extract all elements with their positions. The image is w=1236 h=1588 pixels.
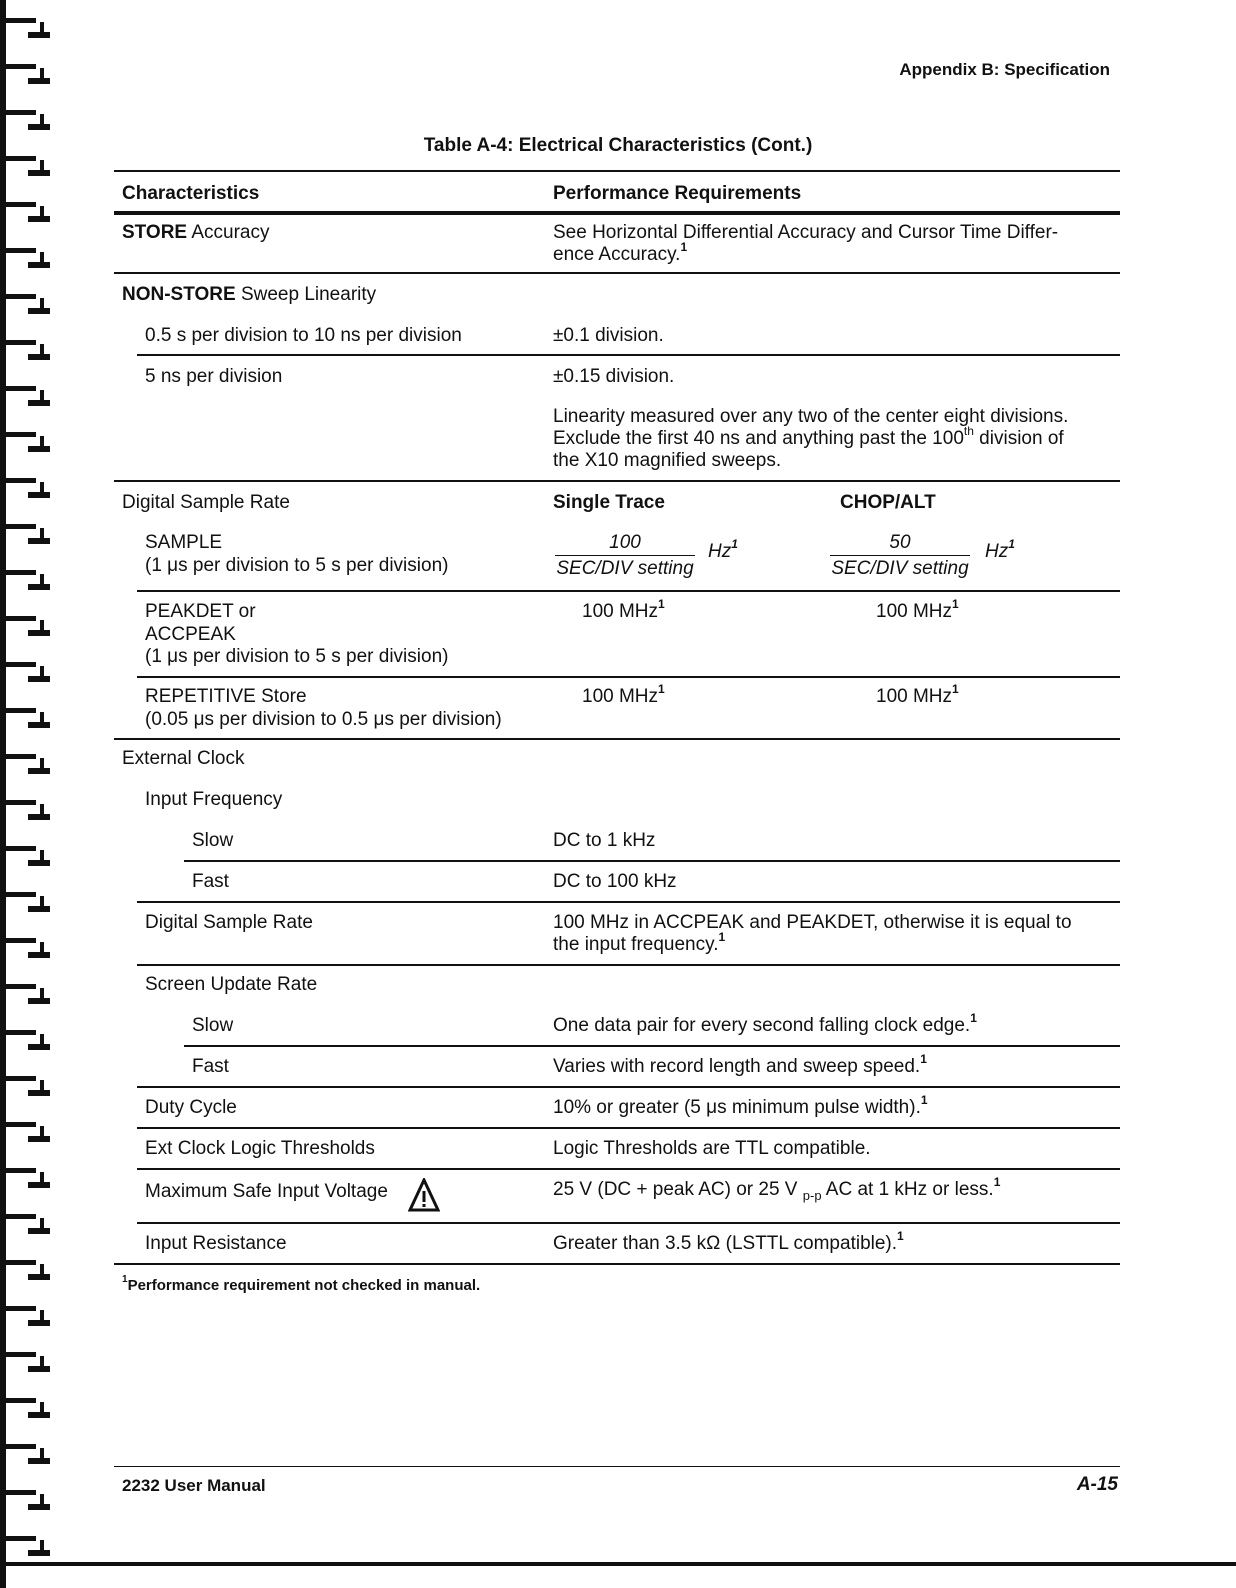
page-bottom-edge [0, 1562, 1236, 1566]
linearity-note-3: the X10 magnified sweeps. [553, 450, 782, 471]
row-rule [114, 738, 1120, 740]
linearity-range-2-value: ±0.15 division. [553, 366, 675, 387]
row-rule [184, 860, 1120, 862]
repetitive-store-label: REPETITIVE Store [145, 686, 307, 707]
screen-update-fast: Fast [192, 1056, 229, 1077]
store-accuracy-label: STORE Accuracy [122, 222, 270, 243]
linearity-range-1-value: ±0.1 division. [553, 325, 664, 346]
sample-label: SAMPLE [145, 532, 223, 553]
col-header-performance: Performance Requirements [553, 183, 802, 204]
digital-sample-rate-label: Digital Sample Rate [122, 492, 290, 513]
max-safe-input-voltage-value: 25 V (DC + peak AC) or 25 V $_{p-p}$ AC at 1 kHz or less.$^1$ [553, 1174, 1001, 1203]
row-rule [184, 1045, 1120, 1047]
screen-update-rate-label: Screen Update Rate [145, 974, 318, 995]
store-accuracy-value: See Horizontal Differential Accuracy and Cursor Time Differ- [553, 222, 1059, 243]
nonstore-linearity-label: NON-STORE Sweep Linearity [122, 284, 377, 305]
linearity-range-1: 0.5 s per division to 10 ns per division [145, 325, 462, 346]
table-top-rule [114, 170, 1120, 172]
warning-triangle-icon [408, 1178, 440, 1212]
peakdet-single-value: 100 MHz$^1$ [582, 596, 665, 622]
store-accuracy-value-cont: ence Accuracy.$^1$ [553, 239, 688, 265]
single-trace-numerator: 100 [555, 532, 695, 556]
external-clock-label: External Clock [122, 748, 245, 769]
single-trace-denominator: SEC/DIV setting [556, 558, 694, 579]
duty-cycle-value: 10% or greater (5 μs minimum pulse width).$^1$ [553, 1092, 928, 1118]
repetitive-store-range: (0.05 μs per division to 0.5 μs per division) [145, 709, 502, 730]
input-frequency-slow-value: DC to 1 kHz [553, 830, 656, 851]
ext-clock-logic-thresholds-value: Logic Thresholds are TTL compatible. [553, 1138, 871, 1159]
footer-rule [114, 1466, 1120, 1467]
input-frequency-fast-value: DC to 100 kHz [553, 871, 677, 892]
input-frequency-fast: Fast [192, 871, 229, 892]
table-title: Table A-4: Electrical Characteristics (Cont.) [423, 135, 813, 156]
chop-alt-header: CHOP/ALT [840, 492, 936, 513]
input-frequency-label: Input Frequency [145, 789, 283, 810]
screen-update-slow-value: One data pair for every second falling clock edge.$^1$ [553, 1010, 977, 1036]
peakdet-chop-value: 100 MHz$^1$ [876, 596, 959, 622]
input-resistance-label: Input Resistance [145, 1233, 287, 1254]
row-rule [137, 901, 1120, 903]
linearity-note-2: Exclude the first 40 ns and anything past the 100th division of [553, 423, 1064, 449]
ext-digital-sample-rate-label: Digital Sample Rate [145, 912, 313, 933]
row-rule [137, 1086, 1120, 1088]
sample-range: (1 μs per division to 5 s per division) [145, 555, 449, 576]
peakdet-range: (1 μs per division to 5 s per division) [145, 646, 449, 667]
spiral-binding-edge [0, 0, 60, 1588]
row-rule [137, 1222, 1120, 1224]
ext-clock-logic-thresholds-label: Ext Clock Logic Thresholds [145, 1138, 375, 1159]
chop-alt-unit: Hz$^1$ [985, 536, 1015, 562]
page-number: A-15 [1076, 1474, 1118, 1495]
row-rule [137, 676, 1120, 678]
row-rule [114, 272, 1120, 274]
linearity-range-2: 5 ns per division [145, 366, 283, 387]
row-rule [137, 354, 1120, 356]
row-rule [137, 1127, 1120, 1129]
ext-digital-sample-rate-value: 100 MHz in ACCPEAK and PEAKDET, otherwise it is equal to [553, 912, 1072, 933]
chop-alt-denominator: SEC/DIV setting [831, 558, 969, 579]
linearity-note-1: Linearity measured over any two of the center eight divisions. [553, 406, 1069, 427]
single-trace-unit: Hz$^1$ [708, 536, 738, 562]
footnote: $^1$Performance requirement not checked in manual. [122, 1274, 481, 1294]
appendix-header: Appendix B: Specification [899, 60, 1110, 79]
accpeak-label: ACCPEAK [145, 624, 236, 645]
row-rule [114, 480, 1120, 482]
col-header-characteristics: Characteristics [122, 183, 260, 204]
ext-digital-sample-rate-value-cont: the input frequency.$^1$ [553, 929, 726, 955]
input-resistance-value: Greater than 3.5 kΩ (LSTTL compatible).$^1$ [553, 1228, 904, 1254]
chop-alt-numerator: 50 [830, 532, 970, 556]
row-rule [137, 1168, 1120, 1170]
table-bottom-rule [114, 1263, 1120, 1265]
single-trace-header: Single Trace [553, 492, 665, 513]
row-rule [137, 964, 1120, 966]
repetitive-single-value: 100 MHz$^1$ [582, 681, 665, 707]
input-frequency-slow: Slow [192, 830, 234, 851]
chop-alt-fraction [830, 532, 970, 581]
single-trace-fraction [555, 532, 695, 581]
screen-update-fast-value: Varies with record length and sweep speed.$^1$ [553, 1051, 927, 1077]
header-rule [114, 211, 1120, 215]
duty-cycle-label: Duty Cycle [145, 1097, 237, 1118]
manual-title: 2232 User Manual [122, 1476, 266, 1495]
row-rule [137, 590, 1120, 592]
max-safe-input-voltage-label: Maximum Safe Input Voltage [145, 1181, 388, 1202]
repetitive-chop-value: 100 MHz$^1$ [876, 681, 959, 707]
peakdet-label: PEAKDET or [145, 601, 256, 622]
screen-update-slow: Slow [192, 1015, 234, 1036]
